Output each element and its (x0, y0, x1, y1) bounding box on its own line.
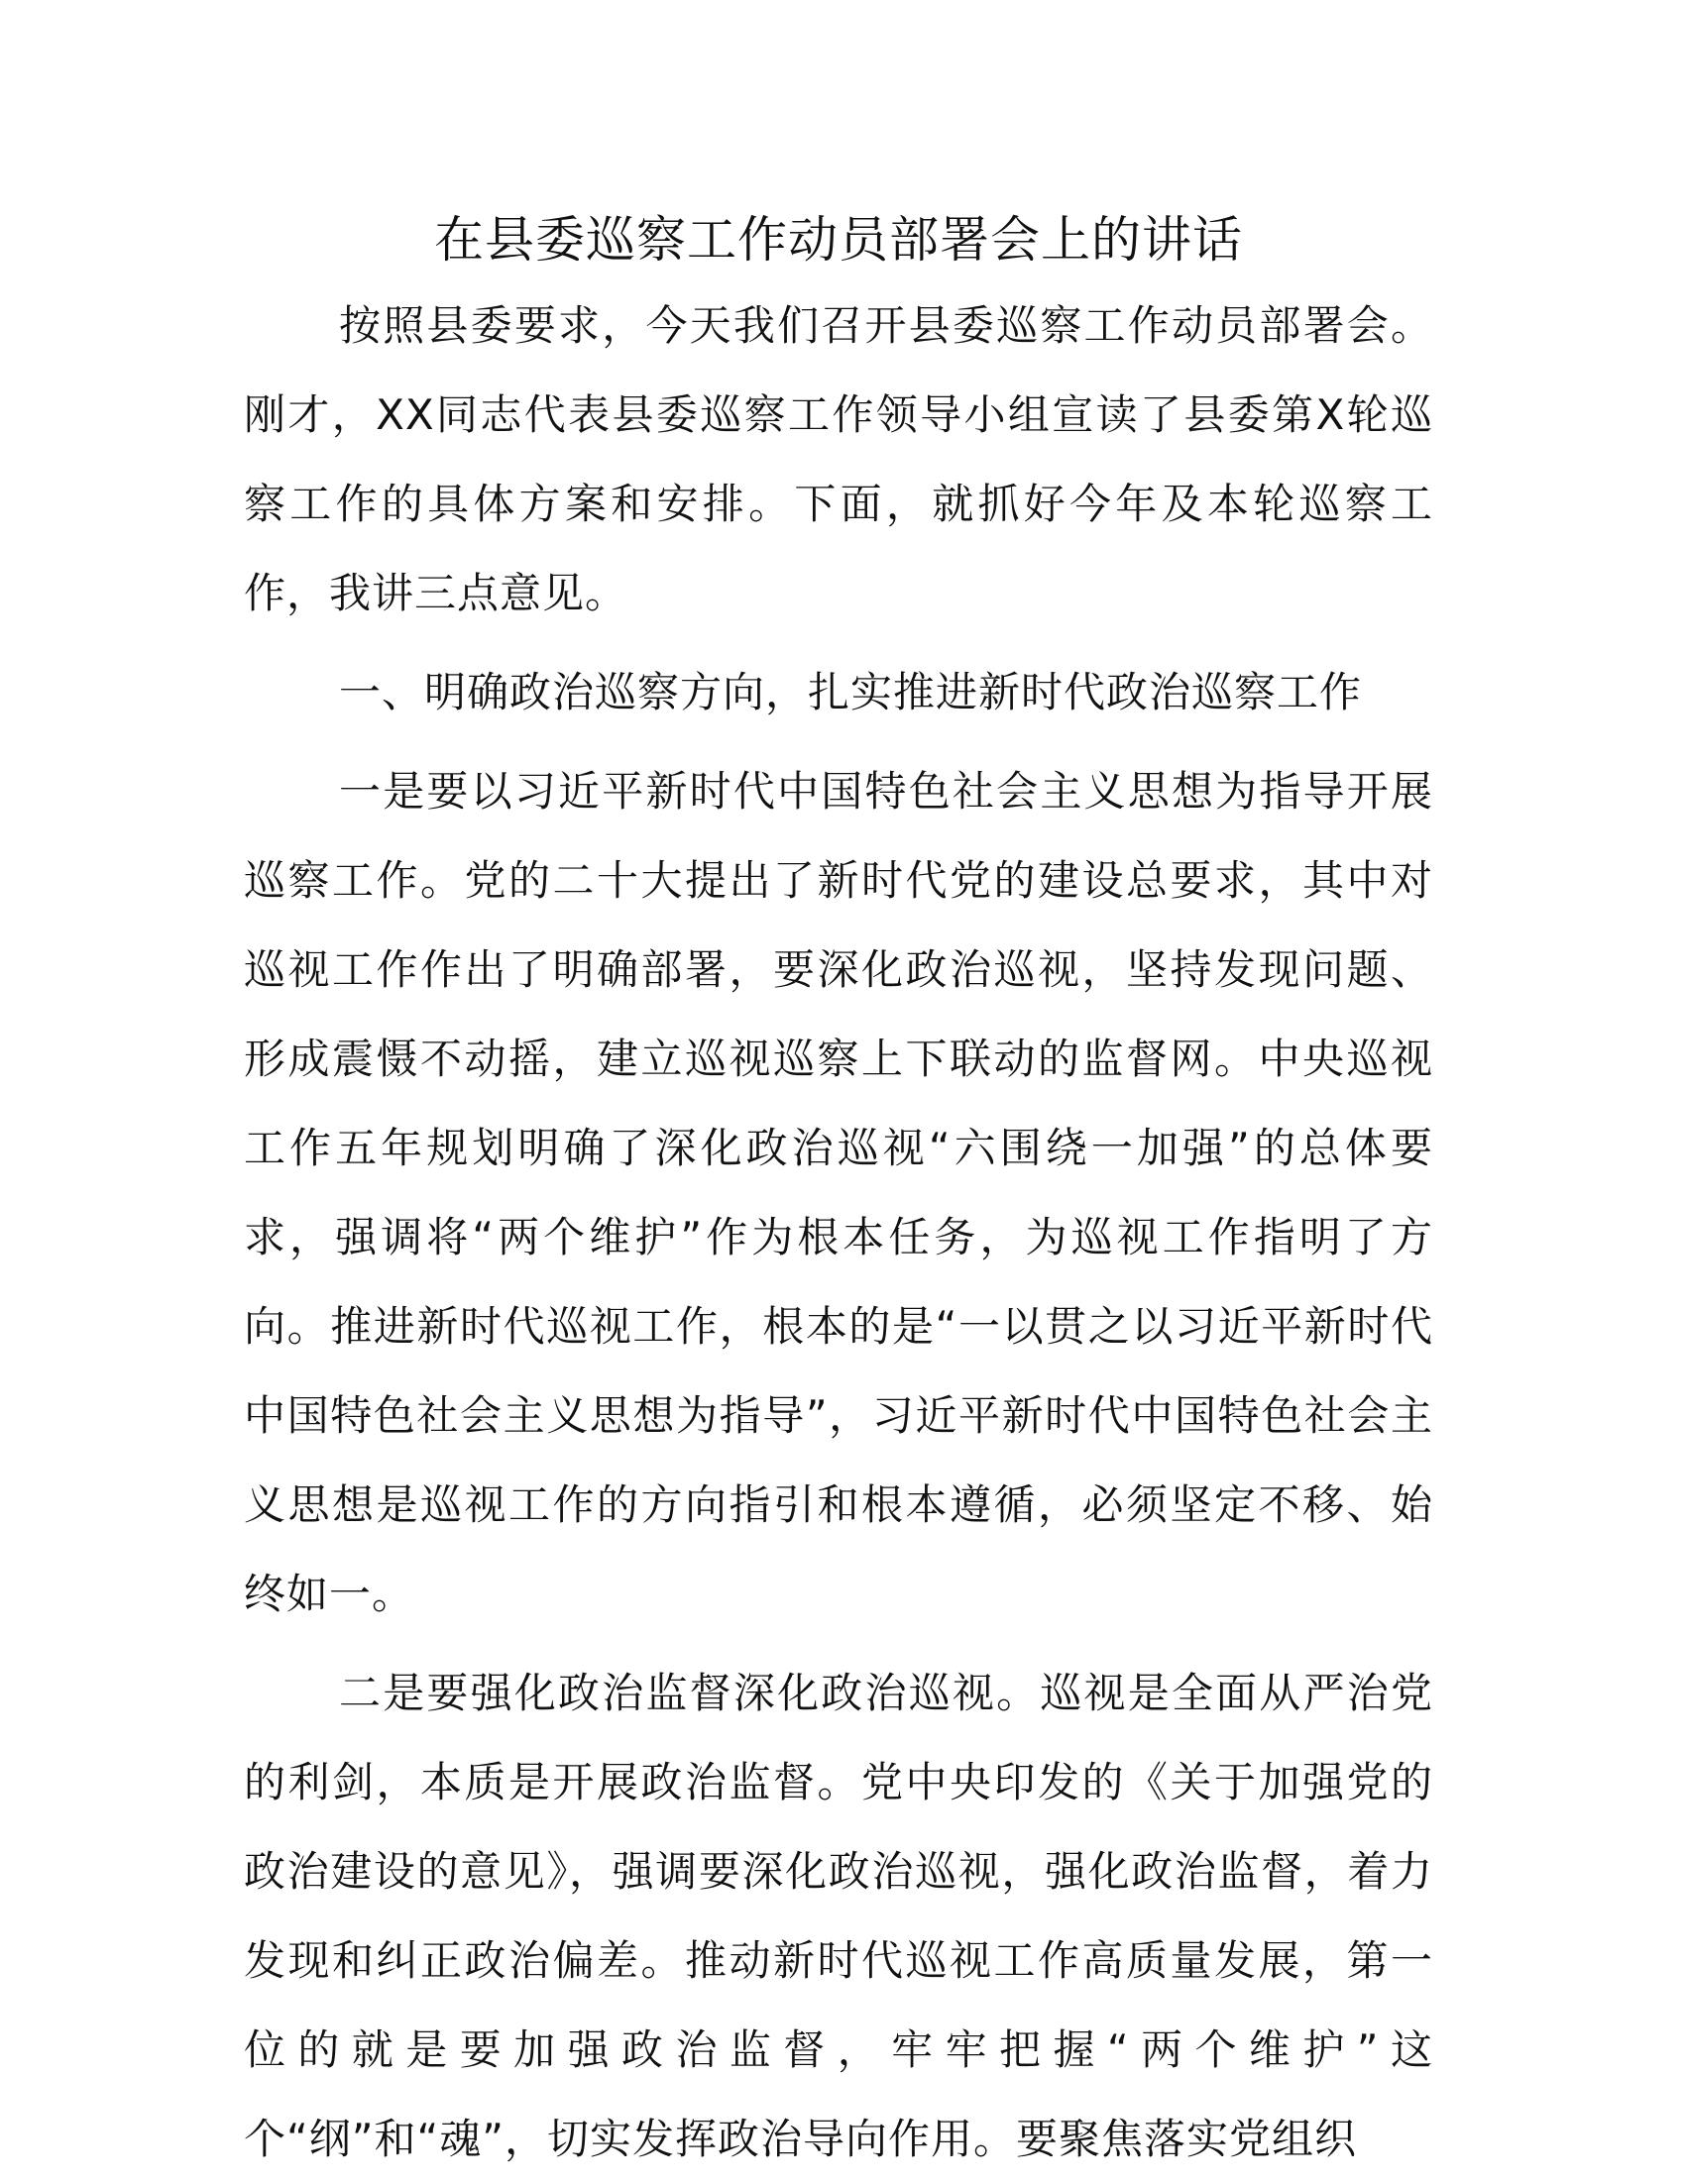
document-page (244, 198, 1433, 2184)
section-heading-1: 一、明确政治巡察方向，扎实推进新时代政治巡察工作 (339, 668, 1363, 716)
paragraph-intro: 按照县委要求，今天我们召开县委巡察工作动员部署会。刚才，XX同志代表县委巡察工作领导小组宣读了县委第X轮巡察工作的具体方案和安排。下面，就抓好今年及本轮巡察工作，我讲三点意见。 (244, 301, 1433, 617)
paragraph-point-2: 二是要强化政治监督深化政治巡视。巡视是全面从严治党的利剑，本质是开展政治监督。党中央印发的《关于加强党的政治建设的意见》，强调要深化政治巡视，强化政治监督，着力发现和纠正政治偏差。推动新时代巡视工作高质量发展，第一位的就是要加强政治监督，牢牢把握“两个维护”这个“纲”和“魂”，切实发挥政治导向作用。要聚焦落实党组织 (244, 1669, 1433, 2163)
document-title: 在县委巡察工作动员部署会上的讲话 (434, 211, 1243, 269)
paragraph-point-1: 一是要以习近平新时代中国特色社会主义思想为指导开展巡察工作。党的二十大提出了新时代党的建设总要求，其中对巡视工作作出了明确部署，要深化政治巡视，坚持发现问题、形成震慑不动摇，建立巡视巡察上下联动的监督网。中央巡视工作五年规划明确了深化政治巡视“六围绕一加强”的总体要求，强调将“两个维护”作为根本任务，为巡视工作指明了方向。推进新时代巡视工作，根本的是“一以贯之以习近平新时代中国特色社会主义思想为指导”，习近平新时代中国特色社会主义思想是巡视工作的方向指引和根本遵循，必须坚定不移、始终如一。 (244, 767, 1433, 1618)
